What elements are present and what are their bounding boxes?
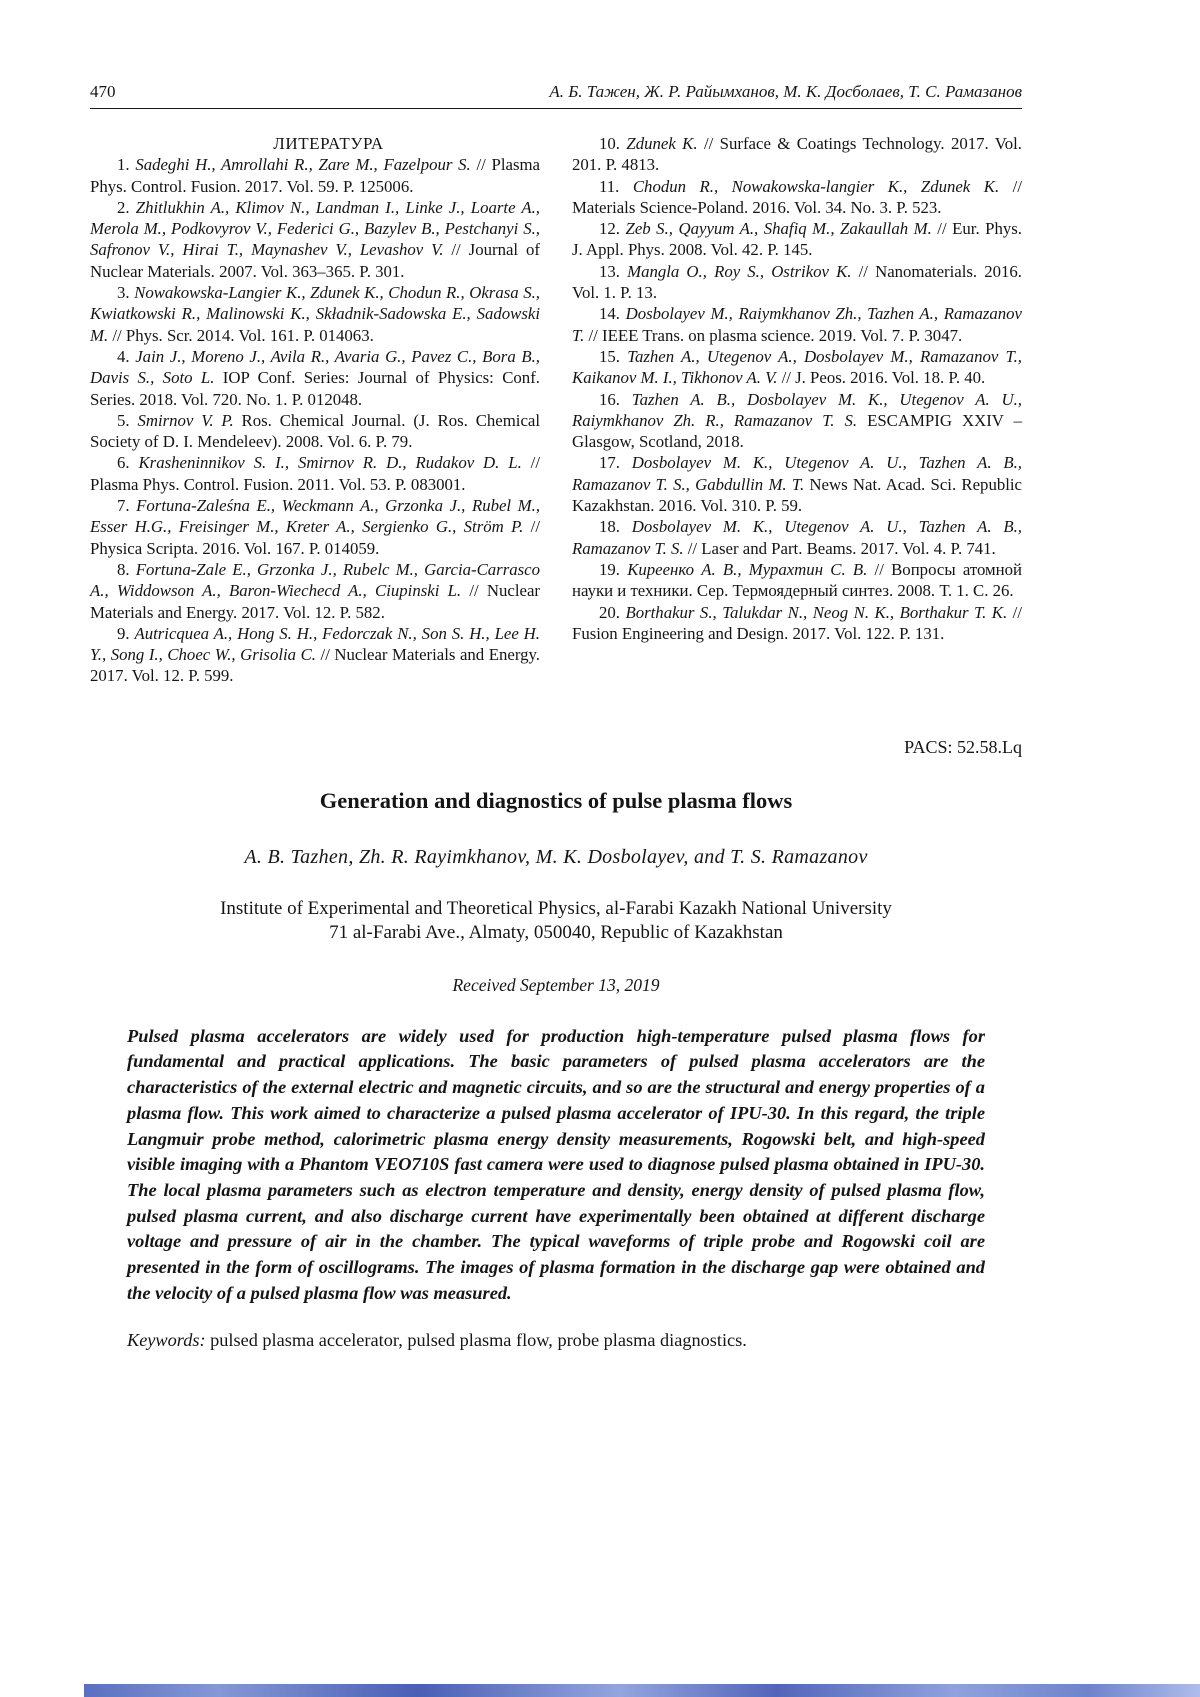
pacs-line: PACS: 52.58.Lq [904,736,1022,757]
reference-source: // Nanomaterials. 2016. Vol. 1. P. 13. [572,261,1023,303]
reference-source: // Nuclear Materials and Energy. 2017. Vol. 12. P. 599. [90,645,540,686]
keywords-label: Keywords: [127,1330,206,1351]
reference-authors: Smirnov V. P. [137,410,234,430]
reference-item [572,452,1022,516]
reference-source: // Surface & Coatings Technology. 2017. Vol. 201. P. 4813. [572,134,1022,175]
affiliation-line1: Institute of Experimental and Theoretical Physics, al-Farabi Kazakh National University [220,897,892,919]
references-column-left [90,133,540,687]
reference-number: 14. [599,304,626,324]
reference-number: 19. [599,559,628,579]
keywords-line [127,1330,985,1351]
reference-source: // Вопросы атомной науки и техники. Сер. Термоядерный синтез. 2008. Т. 1. С. 26. [572,559,1023,601]
references-column-right [572,133,1022,687]
reference-authors: Nowakowska-Langier K., Zdunek K., Chodun R., Okrasa S., Kwiatkowski R., Malinowski K., Składnik-Sadowska E., Sadowski M. [90,283,540,345]
reference-number: 8. [117,559,136,579]
reference-number: 13. [599,261,628,281]
reference-source: // Materials Science-Poland. 2016. Vol. 34. No. 3. P. 523. [572,176,1022,217]
reference-authors: Autricquea A., Hong S. H., Fedorczak N., Son S. H., Lee H. Y., Song I., Choec W., Grisolia C. [90,623,540,665]
affiliation [90,897,1022,945]
running-head-authors: А. Б. Тажен, Ж. Р. Райымханов, М. К. Досболаев, Т. С. Рамазанов [549,82,1022,101]
reference-source: ESCAMPIG XXIV – Glasgow, Scotland, 2018. [572,410,1022,452]
reference-item [90,495,540,559]
reference-number: 1. [117,155,136,175]
reference-authors: Dosbolayev M., Raiymkhanov Zh., Tazhen A., Ramazanov T. [572,304,1022,345]
running-head [90,82,1022,102]
scan-edge-artifact-bar [84,1684,1200,1697]
reference-number: 7. [117,496,137,516]
received-date: Received September 13, 2019 [452,974,660,995]
reference-number: 11. [599,176,633,196]
references-list-right [572,133,1022,644]
reference-item [572,516,1022,559]
reference-number: 17. [599,453,632,473]
reference-item [90,623,540,687]
keywords-text: pulsed plasma accelerator, pulsed plasma flow, probe plasma diagnostics. [205,1330,747,1351]
page-number: 470 [90,82,116,101]
reference-source: // Nuclear Materials and Energy. 2017. Vol. 12. P. 582. [90,581,541,622]
reference-authors: Tazhen A., Utegenov A., Dosbolayev M., Ramazanov T., Kaikanov M. I., Tikhonov A. V. [572,346,1023,388]
reference-item [572,303,1022,346]
references-columns [90,133,1022,687]
reference-authors: Tazhen A. B., Dosbolayev M. K., Utegenov A. U., Raiymkhanov Zh. R., Ramazanov T. S. [572,389,1022,430]
reference-source: // Eur. Phys. J. Appl. Phys. 2008. Vol. 42. P. 145. [572,219,1023,260]
reference-source: // J. Peos. 2016. Vol. 18. P. 40. [777,368,986,388]
reference-number: 20. [599,602,626,622]
reference-number: 5. [117,410,138,430]
reference-source: // Fusion Engineering and Design. 2017. Vol. 122. P. 131. [572,602,1023,643]
abstract-text: Pulsed plasma accelerators are widely used for production high-temperature pulsed plasma flows for fundamental and practical applications. The basic parameters of pulsed plasma accelerators are the characteristics of the external electric and magnetic circuits, and so are the structural and energy properties of a plasma flow. This work aimed to characterize a pulsed plasma accelerator of IPU-30. In this regard, the triple Langmuir probe method, calorimetric plasma energy density measurements, Rogowski belt, and high-speed visible imaging with a Phantom VEO710S fast camera were used to diagnose pulsed plasma obtained in IPU-30. The local plasma parameters such as electron temperature and density, energy density of pulsed plasma flow, pulsed plasma current, and also discharge current have experimentally been obtained at different discharge voltage and pressure of air in the chamber. The typical waveforms of triple probe and Rogowski coil are presented in the form of oscillograms. The images of plasma formation in the discharge gap were obtained and the velocity of a pulsed plasma flow was measured. [127,1025,985,1303]
reference-item [90,154,540,197]
reference-number: 15. [599,346,628,366]
reference-number: 12. [599,219,626,239]
reference-number: 3. [117,283,135,303]
reference-authors: Dosbolayev M. K., Utegenov A. U., Tazhen A. B., Ramazanov T. S., Gabdullin M. T. [572,453,1022,494]
reference-authors: Sadeghi H., Amrollahi R., Zare M., Fazelpour S. [135,155,471,175]
article-title: Generation and diagnostics of pulse plasma flows [319,787,793,813]
reference-item [90,282,540,346]
reference-source: // IEEE Trans. on plasma science. 2019. Vol. 7. P. 3047. [584,325,963,345]
reference-authors: Krasheninnikov S. I., Smirnov R. D., Rudakov D. L. [138,453,522,473]
reference-item [572,261,1022,304]
reference-number: 10. [599,134,627,153]
reference-authors: Mangla O., Roy S., Ostrikov K. [627,261,852,281]
reference-source: IOP Conf. Series: Journal of Physics: Conf. Series. 2018. Vol. 720. No. 1. P. 012048. [90,368,540,409]
reference-authors: Dosbolayev M. K., Utegenov A. U., Tazhen A. B., Ramazanov T. S. [572,517,1022,558]
reference-source: // Plasma Phys. Control. Fusion. 2017. Vol. 59. P. 125006. [90,155,540,196]
reference-item [90,410,540,453]
reference-item [572,559,1022,602]
reference-source: // Laser and Part. Beams. 2017. Vol. 4. P. 741. [683,538,996,558]
reference-item [90,346,540,410]
reference-source: // Journal of Nuclear Materials. 2007. Vol. 363–365. P. 301. [90,240,540,281]
reference-authors: Zeb S., Qayyum A., Shafiq M., Zakaullah M. [625,219,932,239]
reference-number: 9. [117,623,135,643]
article-authors: A. B. Tazhen, Zh. R. Rayimkhanov, M. K. Dosbolayev, and T. S. Ramazanov [244,845,868,868]
reference-item [572,389,1022,453]
reference-number: 2. [117,197,136,217]
reference-source: // Phys. Scr. 2014. Vol. 161. P. 014063. [108,325,374,345]
reference-source: // Physica Scripta. 2016. Vol. 167. P. 014059. [90,517,540,558]
reference-authors: Chodun R., Nowakowska-langier K., Zdunek K. [632,176,1000,196]
reference-source: News Nat. Acad. Sci. Republic Kazakhstan. 2016. Vol. 310. P. 59. [572,474,1022,516]
reference-number: 6. [117,453,139,473]
reference-item [572,602,1022,645]
references-list-left [90,154,540,686]
reference-item [90,197,540,282]
reference-source: // Plasma Phys. Control. Fusion. 2011. Vol. 53. P. 083001. [90,453,540,494]
reference-authors: Zdunek K. [626,134,698,153]
affiliation-line2: 71 al-Farabi Ave., Almaty, 050040, Republic of Kazakhstan [329,921,783,943]
reference-authors: Borthakur S., Talukdar N., Neog N. K., Borthakur T. K. [625,602,1008,622]
reference-item [572,176,1022,219]
reference-item [90,452,540,495]
reference-item [572,346,1022,389]
reference-source: Ros. Chemical Journal. (J. Ros. Chemical Society of D. I. Mendeleev). 2008. Vol. 6. P. 79. [90,410,541,452]
reference-number: 18. [599,517,632,537]
reference-item [572,218,1022,261]
reference-authors: Киреенко А. В., Мурахтин С. В. [627,559,868,579]
reference-authors: Fortuna-Zale E., Grzonka J., Rubelc M., Garcia-Carrasco A., Widdowson A., Baron-Wiechecd A., Ciupinski L. [90,559,540,601]
reference-authors: Jain J., Moreno J., Avila R., Avaria G., Pavez C., Bora B., Davis S., Soto L. [90,346,540,388]
reference-authors: Fortuna-Zaleśna E., Weckmann A., Grzonka J., Rubel M., Esser H.G., Freisinger M., Kreter A., Sergienko G., Ström P. [90,496,541,537]
reference-number: 16. [599,389,632,409]
references-heading: ЛИТЕРАТУРА [273,134,384,153]
reference-item [90,559,540,623]
reference-number: 4. [117,346,136,366]
header-rule [90,108,1022,109]
reference-authors: Zhitlukhin A., Klimov N., Landman I., Linke J., Loarte A., Merola M., Podkovyrov V., Federici G., Bazylev B., Pestchanyi S., Safronov V., Hirai T., Maynashev V., Levashov V. [90,197,541,260]
reference-item [572,133,1022,176]
